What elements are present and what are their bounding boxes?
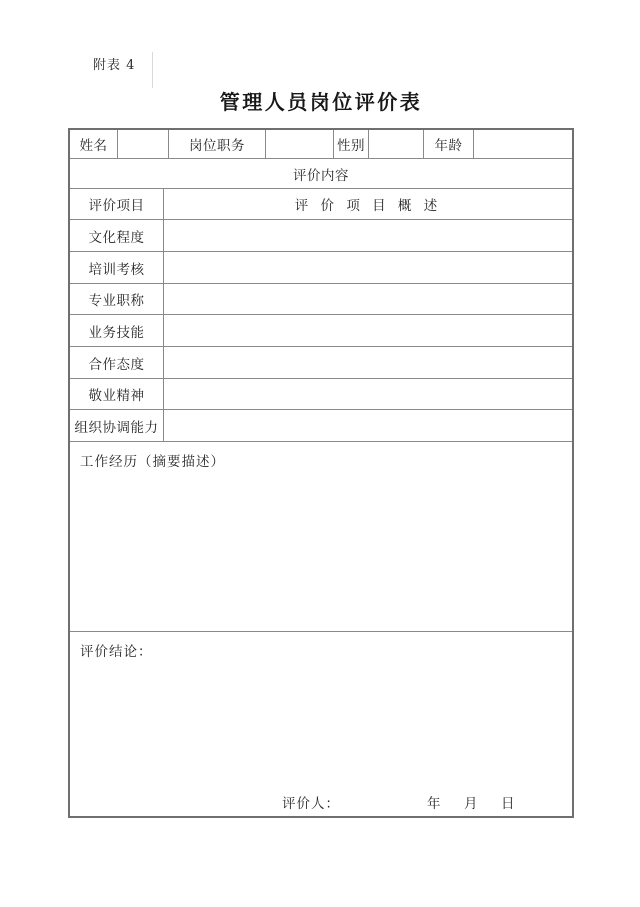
page-title: 管理人员岗位评价表 [219,90,423,114]
work-experience-cell [70,442,572,631]
name-value-cell [118,130,169,158]
work-experience-row [70,442,572,632]
conclusion-label: 评价结论： [80,644,153,660]
criteria-label-education: 文化程度 [70,220,164,251]
evaluation-form-table [68,128,574,818]
appendix-cell-edge [152,52,153,88]
criteria-header-label: 评价项目 [70,189,164,219]
criteria-row [70,347,572,379]
criteria-row [70,252,572,284]
conclusion-row [70,632,572,818]
conclusion-cell [70,632,572,818]
section-header-row [70,159,572,189]
position-label: 岗位职务 [169,130,266,158]
criteria-label-dedication: 敬业精神 [70,379,164,409]
evaluator-label: 评价人： [282,796,340,812]
criteria-label-skills: 业务技能 [70,315,164,346]
month-label: 月 [464,796,479,812]
criteria-row [70,379,572,410]
age-label: 年龄 [424,130,474,158]
work-experience-label: 工作经历（摘要描述） [80,454,225,470]
criteria-row [70,284,572,315]
section-header: 评价内容 [293,167,349,184]
criteria-value-cell [164,379,572,409]
year-label: 年 [427,796,442,812]
criteria-value-cell [164,315,572,346]
criteria-header-row [70,189,572,220]
criteria-value-cell [164,284,572,314]
header-info-row [70,130,572,159]
age-value-cell [474,130,572,158]
criteria-value-cell [164,252,572,283]
position-value-cell [266,130,334,158]
appendix-label: 附表 4 [93,58,136,73]
signature-line [70,792,572,812]
criteria-label-cooperation: 合作态度 [70,347,164,378]
criteria-row [70,220,572,252]
criteria-row [70,315,572,347]
gender-label: 性别 [334,130,369,158]
criteria-value-cell [164,347,572,378]
name-label: 姓名 [70,130,118,158]
gender-value-cell [369,130,424,158]
criteria-overview-header: 评 价 项 目 概 述 [294,198,442,214]
criteria-value-cell [164,220,572,251]
criteria-value-cell [164,410,572,441]
day-label: 日 [501,796,516,812]
criteria-row [70,410,572,442]
criteria-label-training: 培训考核 [70,252,164,283]
criteria-label-title: 专业职称 [70,284,164,314]
criteria-label-coordination: 组织协调能力 [70,410,164,441]
